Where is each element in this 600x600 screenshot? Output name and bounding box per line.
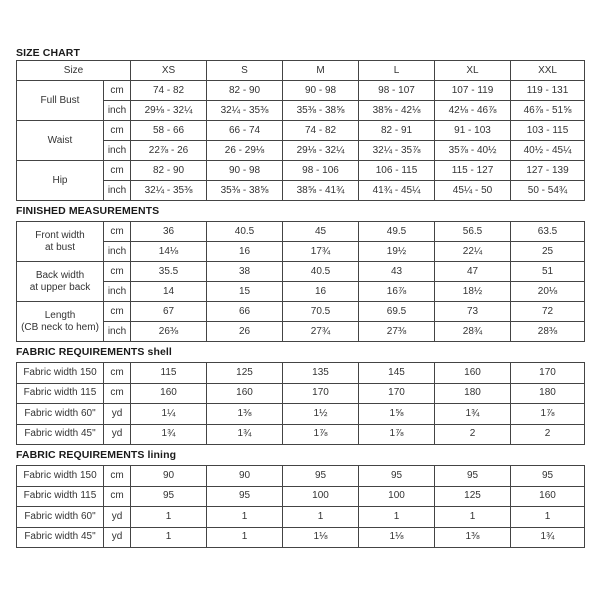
value-cell: 26 bbox=[207, 322, 283, 342]
measurement-label: Hip bbox=[17, 161, 104, 201]
value-cell: 1⅝ bbox=[359, 404, 435, 425]
finished-body bbox=[17, 222, 585, 342]
value-cell: 115 bbox=[131, 363, 207, 384]
value-cell: 103 - 115 bbox=[511, 121, 585, 141]
value-cell: 1 bbox=[131, 527, 207, 548]
value-cell: 160 bbox=[511, 486, 585, 507]
value-cell: 74 - 82 bbox=[131, 81, 207, 101]
unit-cell: cm bbox=[104, 486, 131, 507]
fabric-width-label: Fabric width 115 bbox=[17, 486, 104, 507]
value-cell: 115 - 127 bbox=[435, 161, 511, 181]
value-cell: 2 bbox=[511, 424, 585, 445]
size-chart-table bbox=[16, 60, 585, 201]
value-cell: 28¾ bbox=[435, 322, 511, 342]
fabric-lining-body bbox=[17, 466, 585, 548]
value-cell: 1⅞ bbox=[359, 424, 435, 445]
measurement-label: Full Bust bbox=[17, 81, 104, 121]
value-cell: 29⅛ - 32¼ bbox=[131, 101, 207, 121]
unit-cell: cm bbox=[104, 383, 131, 404]
value-cell: 26⅜ bbox=[131, 322, 207, 342]
value-cell: 1⅛ bbox=[283, 527, 359, 548]
size-header: M bbox=[283, 61, 359, 81]
value-cell: 1½ bbox=[283, 404, 359, 425]
unit-cell: inch bbox=[104, 101, 131, 121]
fabric-width-label: Fabric width 150 bbox=[17, 466, 104, 487]
value-cell: 95 bbox=[283, 466, 359, 487]
unit-cell: yd bbox=[104, 404, 131, 425]
unit-cell: cm bbox=[104, 466, 131, 487]
measurement-label bbox=[17, 262, 104, 302]
unit-cell: inch bbox=[104, 322, 131, 342]
value-cell: 95 bbox=[435, 466, 511, 487]
value-cell: 1 bbox=[359, 507, 435, 528]
size-header: XXL bbox=[511, 61, 585, 81]
value-cell: 95 bbox=[511, 466, 585, 487]
value-cell: 45 bbox=[283, 222, 359, 242]
measurement-label-line: at upper back bbox=[29, 281, 91, 293]
value-cell: 14 bbox=[131, 282, 207, 302]
table-row bbox=[17, 363, 585, 384]
unit-cell: cm bbox=[104, 262, 131, 282]
size-header-label: Size bbox=[17, 61, 131, 81]
value-cell: 119 - 131 bbox=[511, 81, 585, 101]
value-cell: 1¾ bbox=[511, 527, 585, 548]
value-cell: 90 bbox=[207, 466, 283, 487]
value-cell: 66 - 74 bbox=[207, 121, 283, 141]
value-cell: 38⅝ - 41¾ bbox=[283, 181, 359, 201]
table-row bbox=[17, 466, 585, 487]
fabric-shell-table bbox=[16, 362, 585, 445]
measurement-label-line: Front width bbox=[35, 229, 85, 241]
value-cell: 67 bbox=[131, 302, 207, 322]
value-cell: 90 - 98 bbox=[207, 161, 283, 181]
unit-cell: yd bbox=[104, 507, 131, 528]
unit-cell: yd bbox=[104, 527, 131, 548]
fabric-shell-title: FABRIC REQUIREMENTS shell bbox=[16, 346, 172, 358]
value-cell: 40½ - 45¼ bbox=[511, 141, 585, 161]
unit-cell: cm bbox=[104, 302, 131, 322]
value-cell: 90 bbox=[131, 466, 207, 487]
value-cell: 16⅞ bbox=[359, 282, 435, 302]
value-cell: 35⅞ - 40½ bbox=[435, 141, 511, 161]
value-cell: 35⅜ - 38⅝ bbox=[207, 181, 283, 201]
value-cell: 38 bbox=[207, 262, 283, 282]
value-cell: 180 bbox=[511, 383, 585, 404]
size-header-row bbox=[17, 61, 585, 81]
table-row bbox=[17, 121, 585, 141]
size-header: XS bbox=[131, 61, 207, 81]
value-cell: 58 - 66 bbox=[131, 121, 207, 141]
value-cell: 2 bbox=[435, 424, 511, 445]
value-cell: 42⅛ - 46⅞ bbox=[435, 101, 511, 121]
unit-cell: inch bbox=[104, 181, 131, 201]
value-cell: 32¼ - 35⅜ bbox=[131, 181, 207, 201]
value-cell: 82 - 90 bbox=[207, 81, 283, 101]
value-cell: 36 bbox=[131, 222, 207, 242]
value-cell: 27⅜ bbox=[359, 322, 435, 342]
value-cell: 32¼ - 35⅞ bbox=[359, 141, 435, 161]
value-cell: 127 - 139 bbox=[511, 161, 585, 181]
value-cell: 66 bbox=[207, 302, 283, 322]
fabric-shell-body bbox=[17, 363, 585, 445]
table-row bbox=[17, 486, 585, 507]
value-cell: 43 bbox=[359, 262, 435, 282]
value-cell: 1⅜ bbox=[207, 404, 283, 425]
value-cell: 26 - 29⅛ bbox=[207, 141, 283, 161]
value-cell: 15 bbox=[207, 282, 283, 302]
finished-table bbox=[16, 221, 585, 342]
table-row bbox=[17, 527, 585, 548]
size-chart-body bbox=[17, 81, 585, 201]
value-cell: 160 bbox=[131, 383, 207, 404]
value-cell: 170 bbox=[511, 363, 585, 384]
value-cell: 63.5 bbox=[511, 222, 585, 242]
value-cell: 145 bbox=[359, 363, 435, 384]
fabric-width-label: Fabric width 45" bbox=[17, 424, 104, 445]
value-cell: 70.5 bbox=[283, 302, 359, 322]
value-cell: 41¾ - 45¼ bbox=[359, 181, 435, 201]
value-cell: 35.5 bbox=[131, 262, 207, 282]
value-cell: 17¾ bbox=[283, 242, 359, 262]
fabric-width-label: Fabric width 60" bbox=[17, 404, 104, 425]
value-cell: 72 bbox=[511, 302, 585, 322]
value-cell: 160 bbox=[207, 383, 283, 404]
value-cell: 125 bbox=[207, 363, 283, 384]
size-header: XL bbox=[435, 61, 511, 81]
fabric-width-label: Fabric width 60" bbox=[17, 507, 104, 528]
fabric-width-label: Fabric width 150 bbox=[17, 363, 104, 384]
table-row bbox=[17, 81, 585, 101]
value-cell: 1⅞ bbox=[511, 404, 585, 425]
value-cell: 1 bbox=[131, 507, 207, 528]
size-header: L bbox=[359, 61, 435, 81]
value-cell: 1 bbox=[207, 507, 283, 528]
value-cell: 100 bbox=[283, 486, 359, 507]
unit-cell: yd bbox=[104, 424, 131, 445]
value-cell: 47 bbox=[435, 262, 511, 282]
fabric-lining-title: FABRIC REQUIREMENTS lining bbox=[16, 449, 177, 461]
value-cell: 73 bbox=[435, 302, 511, 322]
value-cell: 45¼ - 50 bbox=[435, 181, 511, 201]
unit-cell: cm bbox=[104, 121, 131, 141]
size-document bbox=[16, 46, 584, 548]
value-cell: 95 bbox=[359, 466, 435, 487]
value-cell: 16 bbox=[283, 282, 359, 302]
value-cell: 50 - 54¾ bbox=[511, 181, 585, 201]
value-cell: 1¾ bbox=[207, 424, 283, 445]
value-cell: 18½ bbox=[435, 282, 511, 302]
measurement-label-line: (CB neck to hem) bbox=[21, 321, 99, 333]
value-cell: 91 - 103 bbox=[435, 121, 511, 141]
value-cell: 1¼ bbox=[131, 404, 207, 425]
value-cell: 106 - 115 bbox=[359, 161, 435, 181]
table-row bbox=[17, 424, 585, 445]
value-cell: 90 - 98 bbox=[283, 81, 359, 101]
value-cell: 74 - 82 bbox=[283, 121, 359, 141]
unit-cell: inch bbox=[104, 282, 131, 302]
value-cell: 22¼ bbox=[435, 242, 511, 262]
value-cell: 38⅝ - 42⅛ bbox=[359, 101, 435, 121]
measurement-label-line: Length bbox=[44, 309, 76, 321]
value-cell: 29⅛ - 32¼ bbox=[283, 141, 359, 161]
value-cell: 82 - 91 bbox=[359, 121, 435, 141]
value-cell: 1⅛ bbox=[359, 527, 435, 548]
value-cell: 40.5 bbox=[207, 222, 283, 242]
value-cell: 1 bbox=[511, 507, 585, 528]
value-cell: 125 bbox=[435, 486, 511, 507]
table-row bbox=[17, 302, 585, 322]
value-cell: 40.5 bbox=[283, 262, 359, 282]
value-cell: 16 bbox=[207, 242, 283, 262]
value-cell: 1 bbox=[207, 527, 283, 548]
table-row bbox=[17, 507, 585, 528]
value-cell: 56.5 bbox=[435, 222, 511, 242]
value-cell: 135 bbox=[283, 363, 359, 384]
value-cell: 22⅞ - 26 bbox=[131, 141, 207, 161]
unit-cell: cm bbox=[104, 222, 131, 242]
value-cell: 107 - 119 bbox=[435, 81, 511, 101]
value-cell: 100 bbox=[359, 486, 435, 507]
fabric-lining-table bbox=[16, 465, 585, 548]
fabric-width-label: Fabric width 115 bbox=[17, 383, 104, 404]
unit-cell: cm bbox=[104, 81, 131, 101]
value-cell: 19½ bbox=[359, 242, 435, 262]
measurement-label-line: at bust bbox=[44, 241, 76, 253]
unit-cell: cm bbox=[104, 161, 131, 181]
value-cell: 170 bbox=[283, 383, 359, 404]
value-cell: 98 - 106 bbox=[283, 161, 359, 181]
measurement-label bbox=[17, 222, 104, 262]
table-row bbox=[17, 262, 585, 282]
value-cell: 1 bbox=[435, 507, 511, 528]
unit-cell: inch bbox=[104, 242, 131, 262]
value-cell: 98 - 107 bbox=[359, 81, 435, 101]
measurement-label: Waist bbox=[17, 121, 104, 161]
table-row bbox=[17, 404, 585, 425]
value-cell: 27¾ bbox=[283, 322, 359, 342]
measurement-label bbox=[17, 302, 104, 342]
value-cell: 1⅜ bbox=[435, 527, 511, 548]
value-cell: 180 bbox=[435, 383, 511, 404]
value-cell: 95 bbox=[131, 486, 207, 507]
value-cell: 49.5 bbox=[359, 222, 435, 242]
value-cell: 32¼ - 35⅜ bbox=[207, 101, 283, 121]
value-cell: 1⅞ bbox=[283, 424, 359, 445]
size-chart-title: SIZE CHART bbox=[16, 47, 80, 59]
value-cell: 14⅛ bbox=[131, 242, 207, 262]
fabric-width-label: Fabric width 45" bbox=[17, 527, 104, 548]
unit-cell: cm bbox=[104, 363, 131, 384]
table-row bbox=[17, 383, 585, 404]
value-cell: 35⅜ - 38⅝ bbox=[283, 101, 359, 121]
value-cell: 82 - 90 bbox=[131, 161, 207, 181]
value-cell: 1¾ bbox=[131, 424, 207, 445]
table-row bbox=[17, 222, 585, 242]
value-cell: 95 bbox=[207, 486, 283, 507]
finished-title: FINISHED MEASUREMENTS bbox=[16, 205, 160, 217]
value-cell: 20⅛ bbox=[511, 282, 585, 302]
value-cell: 28⅜ bbox=[511, 322, 585, 342]
value-cell: 160 bbox=[435, 363, 511, 384]
value-cell: 170 bbox=[359, 383, 435, 404]
table-row bbox=[17, 161, 585, 181]
unit-cell: inch bbox=[104, 141, 131, 161]
value-cell: 1 bbox=[283, 507, 359, 528]
value-cell: 25 bbox=[511, 242, 585, 262]
value-cell: 51 bbox=[511, 262, 585, 282]
value-cell: 1¾ bbox=[435, 404, 511, 425]
value-cell: 69.5 bbox=[359, 302, 435, 322]
size-header: S bbox=[207, 61, 283, 81]
value-cell: 46⅞ - 51⅝ bbox=[511, 101, 585, 121]
measurement-label-line: Back width bbox=[35, 269, 85, 281]
